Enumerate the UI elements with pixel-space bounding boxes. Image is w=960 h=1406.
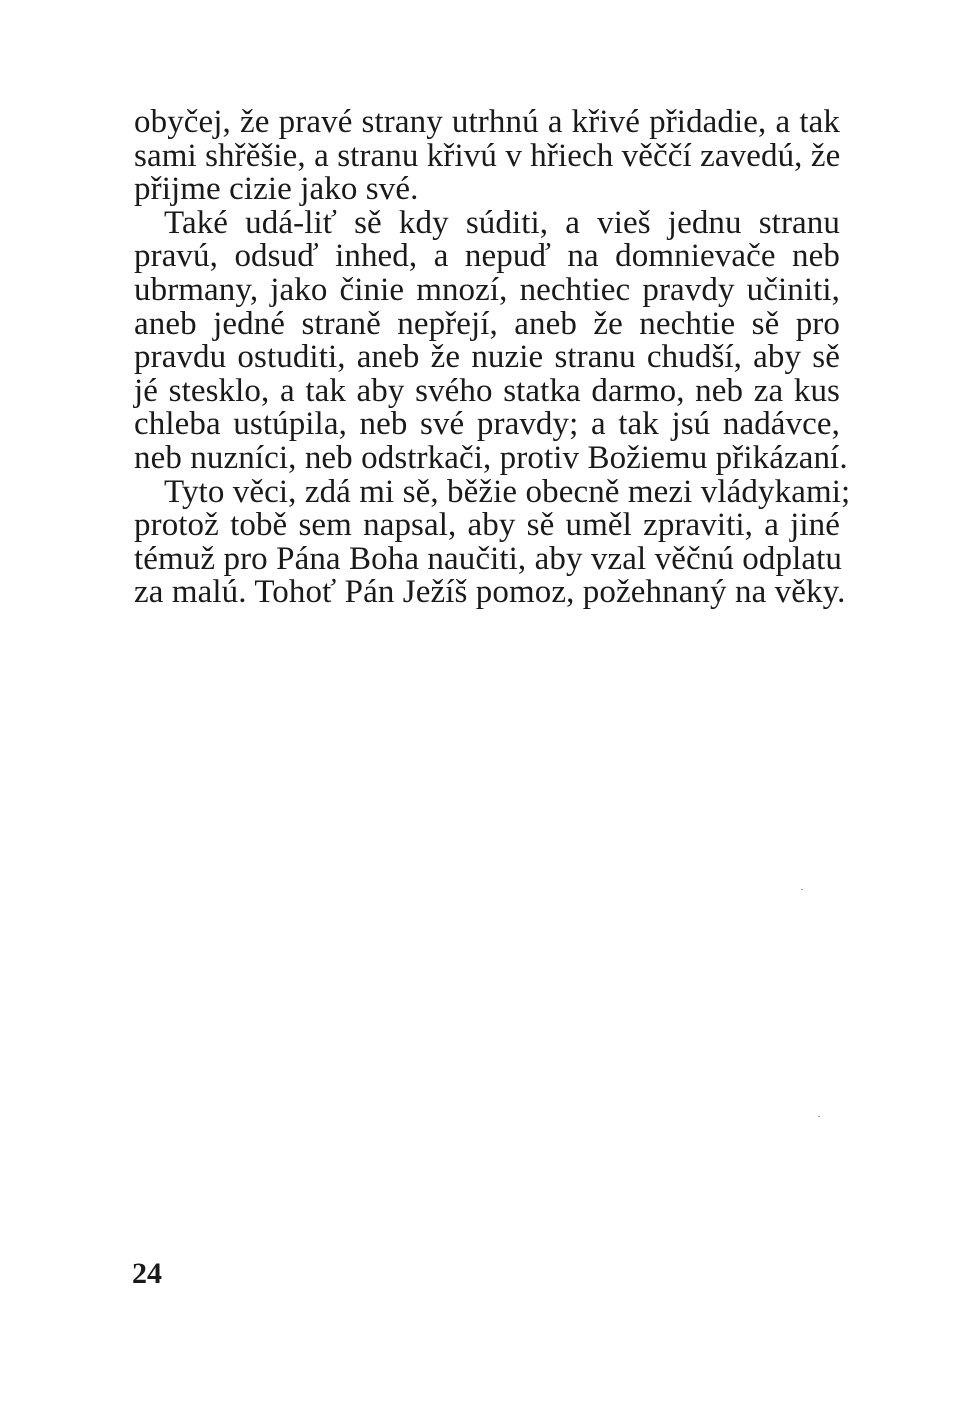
text-line: protož tobě sem napsal, aby sě uměl zpraviti, a jiné: [134, 507, 840, 544]
text-line: ubrmany, jako činie mnozí, nechtiec pravdy učiniti,: [134, 271, 840, 308]
text-line: aneb jedné straně nepřejí, aneb že nechtie sě pro: [134, 305, 840, 342]
text-line: za malú. Tohoť Pán Ježíš pomoz, požehnaný na věky.: [134, 574, 846, 611]
text-line: sami shřěšie, a stranu křivú v hřiech věččí zavedú, že: [134, 137, 841, 174]
text-line: přijme cizie jako své.: [134, 171, 419, 208]
text-line: obyčej, že pravé strany utrhnú a křivé přidadie, a tak: [134, 104, 840, 140]
scan-speck: [801, 889, 803, 890]
scan-speck: [818, 1116, 820, 1117]
text-line: jé stesklo, a tak aby svého statka darmo, neb za kus: [134, 372, 840, 409]
paragraph: [134, 473, 851, 611]
text-line: témuž pro Pána Boha naučiti, aby vzal věčnú odplatu: [134, 540, 842, 577]
text-line: neb nuzníci, neb odstrkači, protiv Božiemu přikázaní.: [134, 439, 848, 476]
text-line: chleba ustúpila, neb své pravdy; a tak jsú nadávce,: [134, 406, 840, 443]
body-text: [134, 104, 851, 611]
text-line: Také udá-liť sě kdy súditi, a vieš jednu stranu: [164, 204, 840, 241]
text-line: pravú, odsuď inhed, a nepuď na domnievače neb: [134, 238, 840, 275]
page-number: 24: [132, 1257, 162, 1290]
text-line: pravdu ostuditi, aneb že nuzie stranu chudší, aby sě: [134, 339, 840, 376]
text-line: Tyto věci, zdá mi sě, běžie obecně mezi vládykami;: [164, 473, 851, 510]
paragraph: [134, 106, 840, 207]
paragraph: [134, 204, 848, 476]
